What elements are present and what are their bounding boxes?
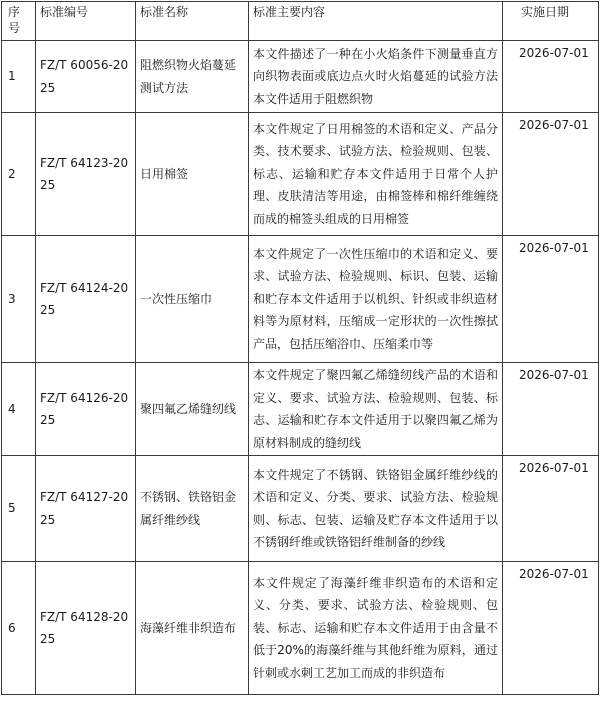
- row-content: 本文件规定了聚四氟乙烯缝纫线产品的术语和定义、要求、试验方法、检验规则、包装、标志、运输和贮存本文件适用于以聚四氟乙烯为原材料制成的缝纫线: [249, 363, 503, 456]
- standards-table: [1, 1, 599, 695]
- row-content: 本文件描述了一种在小火焰条件下测量垂直方向织物表面或底边点火时火焰蔓延的试验方法本文件适用于阻燃织物: [249, 41, 503, 113]
- row-seq: 6: [2, 562, 36, 695]
- header-name: 标准名称: [136, 2, 249, 41]
- row-date: 2026-07-01: [503, 236, 599, 363]
- row-name: 聚四氟乙烯缝纫线: [136, 363, 249, 456]
- table-row: [2, 363, 599, 456]
- row-name: 阻燃织物火焰蔓延测试方法: [136, 41, 249, 113]
- header-content: 标准主要内容: [249, 2, 503, 41]
- header-seq: 序号: [2, 2, 36, 41]
- row-name: 日用棉签: [136, 113, 249, 236]
- row-code: FZ/T 64124-2025: [36, 236, 136, 363]
- row-name: 一次性压缩巾: [136, 236, 249, 363]
- row-code: FZ/T 64128-2025: [36, 562, 136, 695]
- table-row: [2, 562, 599, 695]
- row-date: 2026-07-01: [503, 113, 599, 236]
- row-date: 2026-07-01: [503, 363, 599, 456]
- row-name: 不锈钢、铁铬铝金属纤维纱线: [136, 456, 249, 562]
- table-row: [2, 41, 599, 113]
- row-name: 海藻纤维非织造布: [136, 562, 249, 695]
- header-row: [2, 2, 599, 41]
- row-date: 2026-07-01: [503, 41, 599, 113]
- row-code: FZ/T 64123-2025: [36, 113, 136, 236]
- row-date: 2026-07-01: [503, 562, 599, 695]
- header-date: 实施日期: [503, 2, 599, 41]
- row-date: 2026-07-01: [503, 456, 599, 562]
- row-code: FZ/T 60056-2025: [36, 41, 136, 113]
- row-content: 本文件规定了一次性压缩巾的术语和定义、要求、试验方法、检验规则、标识、包装、运输和贮存本文件适用于以机织、针织或非织造材料等为原材料，压缩成一定形状的一次性擦拭产品，包括压缩浴巾、压缩柔巾等: [249, 236, 503, 363]
- row-seq: 1: [2, 41, 36, 113]
- row-content: 本文件规定了不锈钢、铁铬铝金属纤维纱线的术语和定义、分类、要求、试验方法、检验规则、标志、包装、运输及贮存本文件适用于以不锈钢纤维或铁铬铝纤维制备的纱线: [249, 456, 503, 562]
- row-seq: 3: [2, 236, 36, 363]
- row-code: FZ/T 64127-2025: [36, 456, 136, 562]
- row-code: FZ/T 64126-2025: [36, 363, 136, 456]
- table-row: [2, 113, 599, 236]
- row-seq: 2: [2, 113, 36, 236]
- row-seq: 5: [2, 456, 36, 562]
- table-row: [2, 456, 599, 562]
- header-code: 标准编号: [36, 2, 136, 41]
- table-row: [2, 236, 599, 363]
- row-seq: 4: [2, 363, 36, 456]
- row-content: 本文件规定了海藻纤维非织造布的术语和定义、分类、要求、试验方法、检验规则、包装、标志、运输和贮存本文件适用于由含量不低于20%的海藻纤维与其他纤维为原料，通过针刺或水刺工艺加工而成的非织造布: [249, 562, 503, 695]
- row-content: 本文件规定了日用棉签的术语和定义、产品分类、技术要求、试验方法、检验规则、包装、标志、运输和贮存本文件适用于日常个人护理、皮肤清洁等用途，由棉签棒和棉纤维缠绕而成的棉签头组成的日用棉签: [249, 113, 503, 236]
